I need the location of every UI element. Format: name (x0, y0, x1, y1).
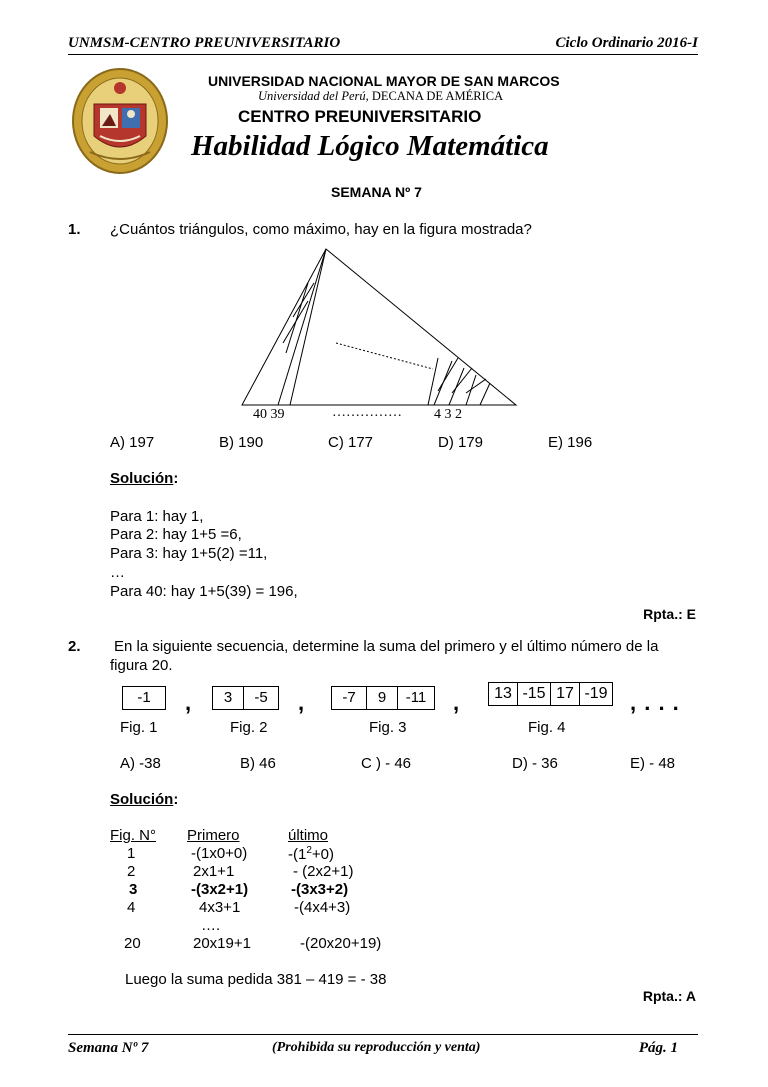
subtitle-italic: Universidad del Perú, (258, 89, 369, 103)
q1-solution-line: … (110, 564, 125, 581)
table-header-fig: Fig. N° (110, 827, 157, 844)
q1-fig-label-left: 40 39 (253, 407, 285, 422)
table-cell-n: 20 (124, 935, 141, 952)
week-label: SEMANA Nº 7 (331, 184, 422, 200)
q2-option-c: C ) - 46 (361, 755, 412, 772)
fig1-cell: -1 (122, 686, 166, 710)
last-part: -(1 (288, 846, 307, 863)
q2-text-line2: figura 20. (110, 657, 173, 674)
q2-option-e: E) - 48 (630, 755, 676, 772)
table-cell-first: …. (201, 917, 221, 934)
header-right: Ciclo Ordinario 2016-I (555, 35, 698, 51)
course-title: Habilidad Lógico Matemática (191, 130, 549, 162)
fig4-cell: -19 (579, 682, 613, 706)
q1-number: 1. (68, 221, 81, 238)
fig-label: Fig. 2 (230, 719, 268, 736)
header-left: UNMSM-CENTRO PREUNIVERSITARIO (68, 35, 341, 51)
q1-answer: Rpta.: E (643, 606, 696, 622)
header-rule (68, 54, 698, 55)
q1-solution-line: Para 3: hay 1+5(2) =11, (110, 545, 268, 562)
q1-option-e: E) 196 (548, 434, 593, 451)
footer-left: Semana Nº 7 (68, 1040, 149, 1056)
q1-solution-line: Para 2: hay 1+5 =6, (110, 526, 242, 543)
fig4-cell: 13 (488, 682, 518, 706)
sequence-comma: , (453, 690, 460, 715)
q1-fig-label-right: 4 3 2 (434, 407, 462, 422)
fig4-cell: 17 (550, 682, 580, 706)
university-name: UNIVERSIDAD NACIONAL MAYOR DE SAN MARCOS (208, 73, 560, 89)
q1-text: ¿Cuántos triángulos, como máximo, hay en la figura mostrada? (110, 221, 532, 238)
fig4-cell: -15 (517, 682, 551, 706)
table-cell-last: -(3x3+2) (291, 881, 349, 898)
table-cell-last: - (2x2+1) (293, 863, 354, 880)
last-exponent: 2 (306, 845, 312, 856)
fig-label: Fig. 1 (120, 719, 158, 736)
table-cell-n: 3 (129, 881, 138, 898)
fig3-cell: 9 (366, 686, 398, 710)
table-cell-n: 2 (127, 863, 136, 880)
fig-label: Fig. 4 (528, 719, 566, 736)
subtitle-rest: DECANA DE AMÉRICA (368, 89, 504, 103)
outer-triangle (242, 249, 516, 405)
q1-solution-colon: : (173, 470, 179, 487)
center-name: CENTRO PREUNIVERSITARIO (238, 107, 482, 126)
q1-solution-line: Para 1: hay 1, (110, 508, 204, 525)
table-header-last: último (288, 827, 329, 844)
q2-option-d: D) - 36 (512, 755, 558, 772)
table-cell-last (288, 845, 334, 863)
fig3-cell: -7 (331, 686, 367, 710)
university-subtitle (258, 89, 503, 104)
sequence-comma: , (185, 690, 192, 715)
fig2-cell: -5 (243, 686, 279, 710)
fig2-cell: 3 (212, 686, 244, 710)
table-cell-first: -(1x0+0) (191, 845, 248, 862)
fig-label: Fig. 3 (369, 719, 407, 736)
q1-triangle-figure (228, 243, 528, 428)
q1-solution-title-text: Solución (110, 470, 174, 487)
dotted-continuation (336, 343, 433, 369)
q1-solution-line: Para 40: hay 1+5(39) = 196, (110, 583, 298, 600)
table-cell-first: 20x19+1 (193, 935, 251, 952)
q2-conclusion: Luego la suma pedida 381 – 419 = - 38 (125, 971, 387, 988)
table-cell-n: 1 (127, 845, 136, 862)
cevian-40 (278, 249, 326, 405)
q1-option-a: A) 197 (110, 434, 155, 451)
table-cell-n: 4 (127, 899, 136, 916)
table-header-first: Primero (187, 827, 240, 844)
cevian-39 (290, 249, 326, 405)
sequence-ellipsis: , . . . (630, 690, 680, 715)
q2-text-line1: En la siguiente secuencia, determine la suma del primero y el último número de la (114, 638, 659, 655)
q1-option-d: D) 179 (438, 434, 484, 451)
footer-rule (68, 1034, 698, 1035)
table-cell-first: 2x1+1 (193, 863, 235, 880)
q2-solution-title-text: Solución (110, 791, 174, 808)
sequence-comma: , (298, 690, 305, 715)
university-seal-logo (70, 66, 170, 176)
q2-option-b: B) 46 (240, 755, 276, 772)
q2-option-a: A) -38 (120, 755, 161, 772)
q1-fig-label-dots: …………… (332, 405, 402, 420)
q2-answer: Rpta.: A (642, 988, 696, 1004)
q1-solution-title (110, 470, 178, 487)
q2-solution-colon: : (173, 791, 179, 808)
q2-number: 2. (68, 638, 81, 655)
q1-option-c: C) 177 (328, 434, 374, 451)
q1-option-b: B) 190 (219, 434, 264, 451)
table-cell-last: -(4x4+3) (294, 899, 351, 916)
table-cell-first: 4x3+1 (199, 899, 241, 916)
last-part: +0) (311, 846, 335, 863)
table-cell-last: -(20x20+19) (300, 935, 382, 952)
q2-solution-title (110, 791, 178, 808)
fig3-cell: -11 (397, 686, 435, 710)
footer-center: (Prohibida su reproducción y venta) (272, 1040, 481, 1055)
footer-right: Pág. 1 (638, 1040, 678, 1056)
table-cell-first: -(3x2+1) (191, 881, 249, 898)
